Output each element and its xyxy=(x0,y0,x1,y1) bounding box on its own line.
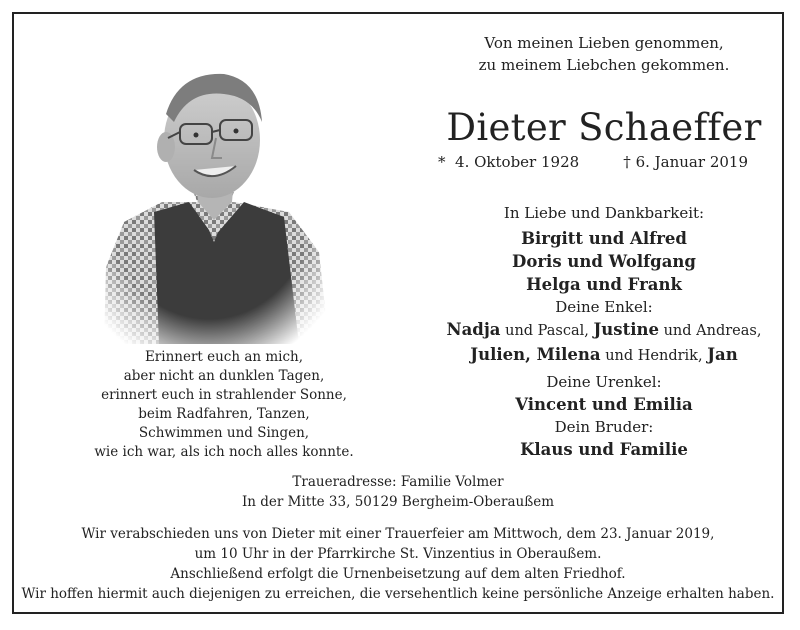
poem-line: erinnert euch in strahlender Sonne, xyxy=(101,387,347,403)
children-entry: Doris und Wolfgang xyxy=(512,252,696,271)
brother-label: Dein Bruder: xyxy=(554,418,654,436)
footer-line: um 10 Uhr in der Pfarrkirche St. Vinzentius in Oberaußem. xyxy=(194,546,602,562)
poem-line: Schwimmen und Singen, xyxy=(138,425,310,441)
grandchildren-label: Deine Enkel: xyxy=(555,298,653,316)
poem-line: beim Radfahren, Tanzen, xyxy=(138,406,310,422)
address-line: In der Mitte 33, 50129 Bergheim-Oberaußem xyxy=(241,494,555,510)
mourning-address xyxy=(214,472,582,512)
funeral-details xyxy=(18,524,778,604)
children-entry: Birgitt und Alfred xyxy=(521,229,687,248)
obituary-notice xyxy=(12,12,784,614)
footer-line: Wir verabschieden uns von Dieter mit einer Trauerfeier am Mittwoch, dem 23. Januar 2019, xyxy=(81,526,715,542)
poem-line: aber nicht an dunklen Tagen, xyxy=(123,368,325,384)
great-grandchildren-label: Deine Urenkel: xyxy=(546,373,662,391)
grandchildren-line: Julien, Milena und Hendrik, Jan xyxy=(470,345,738,364)
birth-date: * 4. Oktober 1928 xyxy=(438,153,580,171)
great-grandchildren: Vincent und Emilia xyxy=(515,395,693,414)
address-line: Traueradresse: Familie Volmer xyxy=(292,474,504,490)
motto-line: Von meinen Lieben genommen, xyxy=(484,34,724,52)
family-intro: In Liebe und Dankbarkeit: xyxy=(503,204,705,222)
poem-line: Erinnert euch an mich, xyxy=(144,349,304,365)
motto xyxy=(434,32,774,76)
memorial-poem xyxy=(74,348,374,462)
footer-line: Wir hoffen hiermit auch diejenigen zu erreichen, die versehentlich keine persönliche Anzeige erhalten haben. xyxy=(21,586,775,602)
death-date: † 6. Januar 2019 xyxy=(623,153,748,171)
deceased-name: Dieter Schaeffer xyxy=(446,106,762,149)
motto-line: zu meinem Liebchen gekommen. xyxy=(478,56,730,74)
poem-line: wie ich war, als ich noch alles konnte. xyxy=(94,444,354,460)
birth-star-icon: * xyxy=(438,153,446,171)
portrait-photo xyxy=(84,52,334,344)
death-cross-icon: † xyxy=(623,153,631,171)
brother: Klaus und Familie xyxy=(520,440,688,459)
children-entry: Helga und Frank xyxy=(526,275,682,294)
footer-line: Anschließend erfolgt die Urnenbeisetzung auf dem alten Friedhof. xyxy=(170,566,626,582)
mourners-list xyxy=(424,202,784,461)
grandchildren-line: Nadja und Pascal, Justine und Andreas, xyxy=(446,320,762,339)
